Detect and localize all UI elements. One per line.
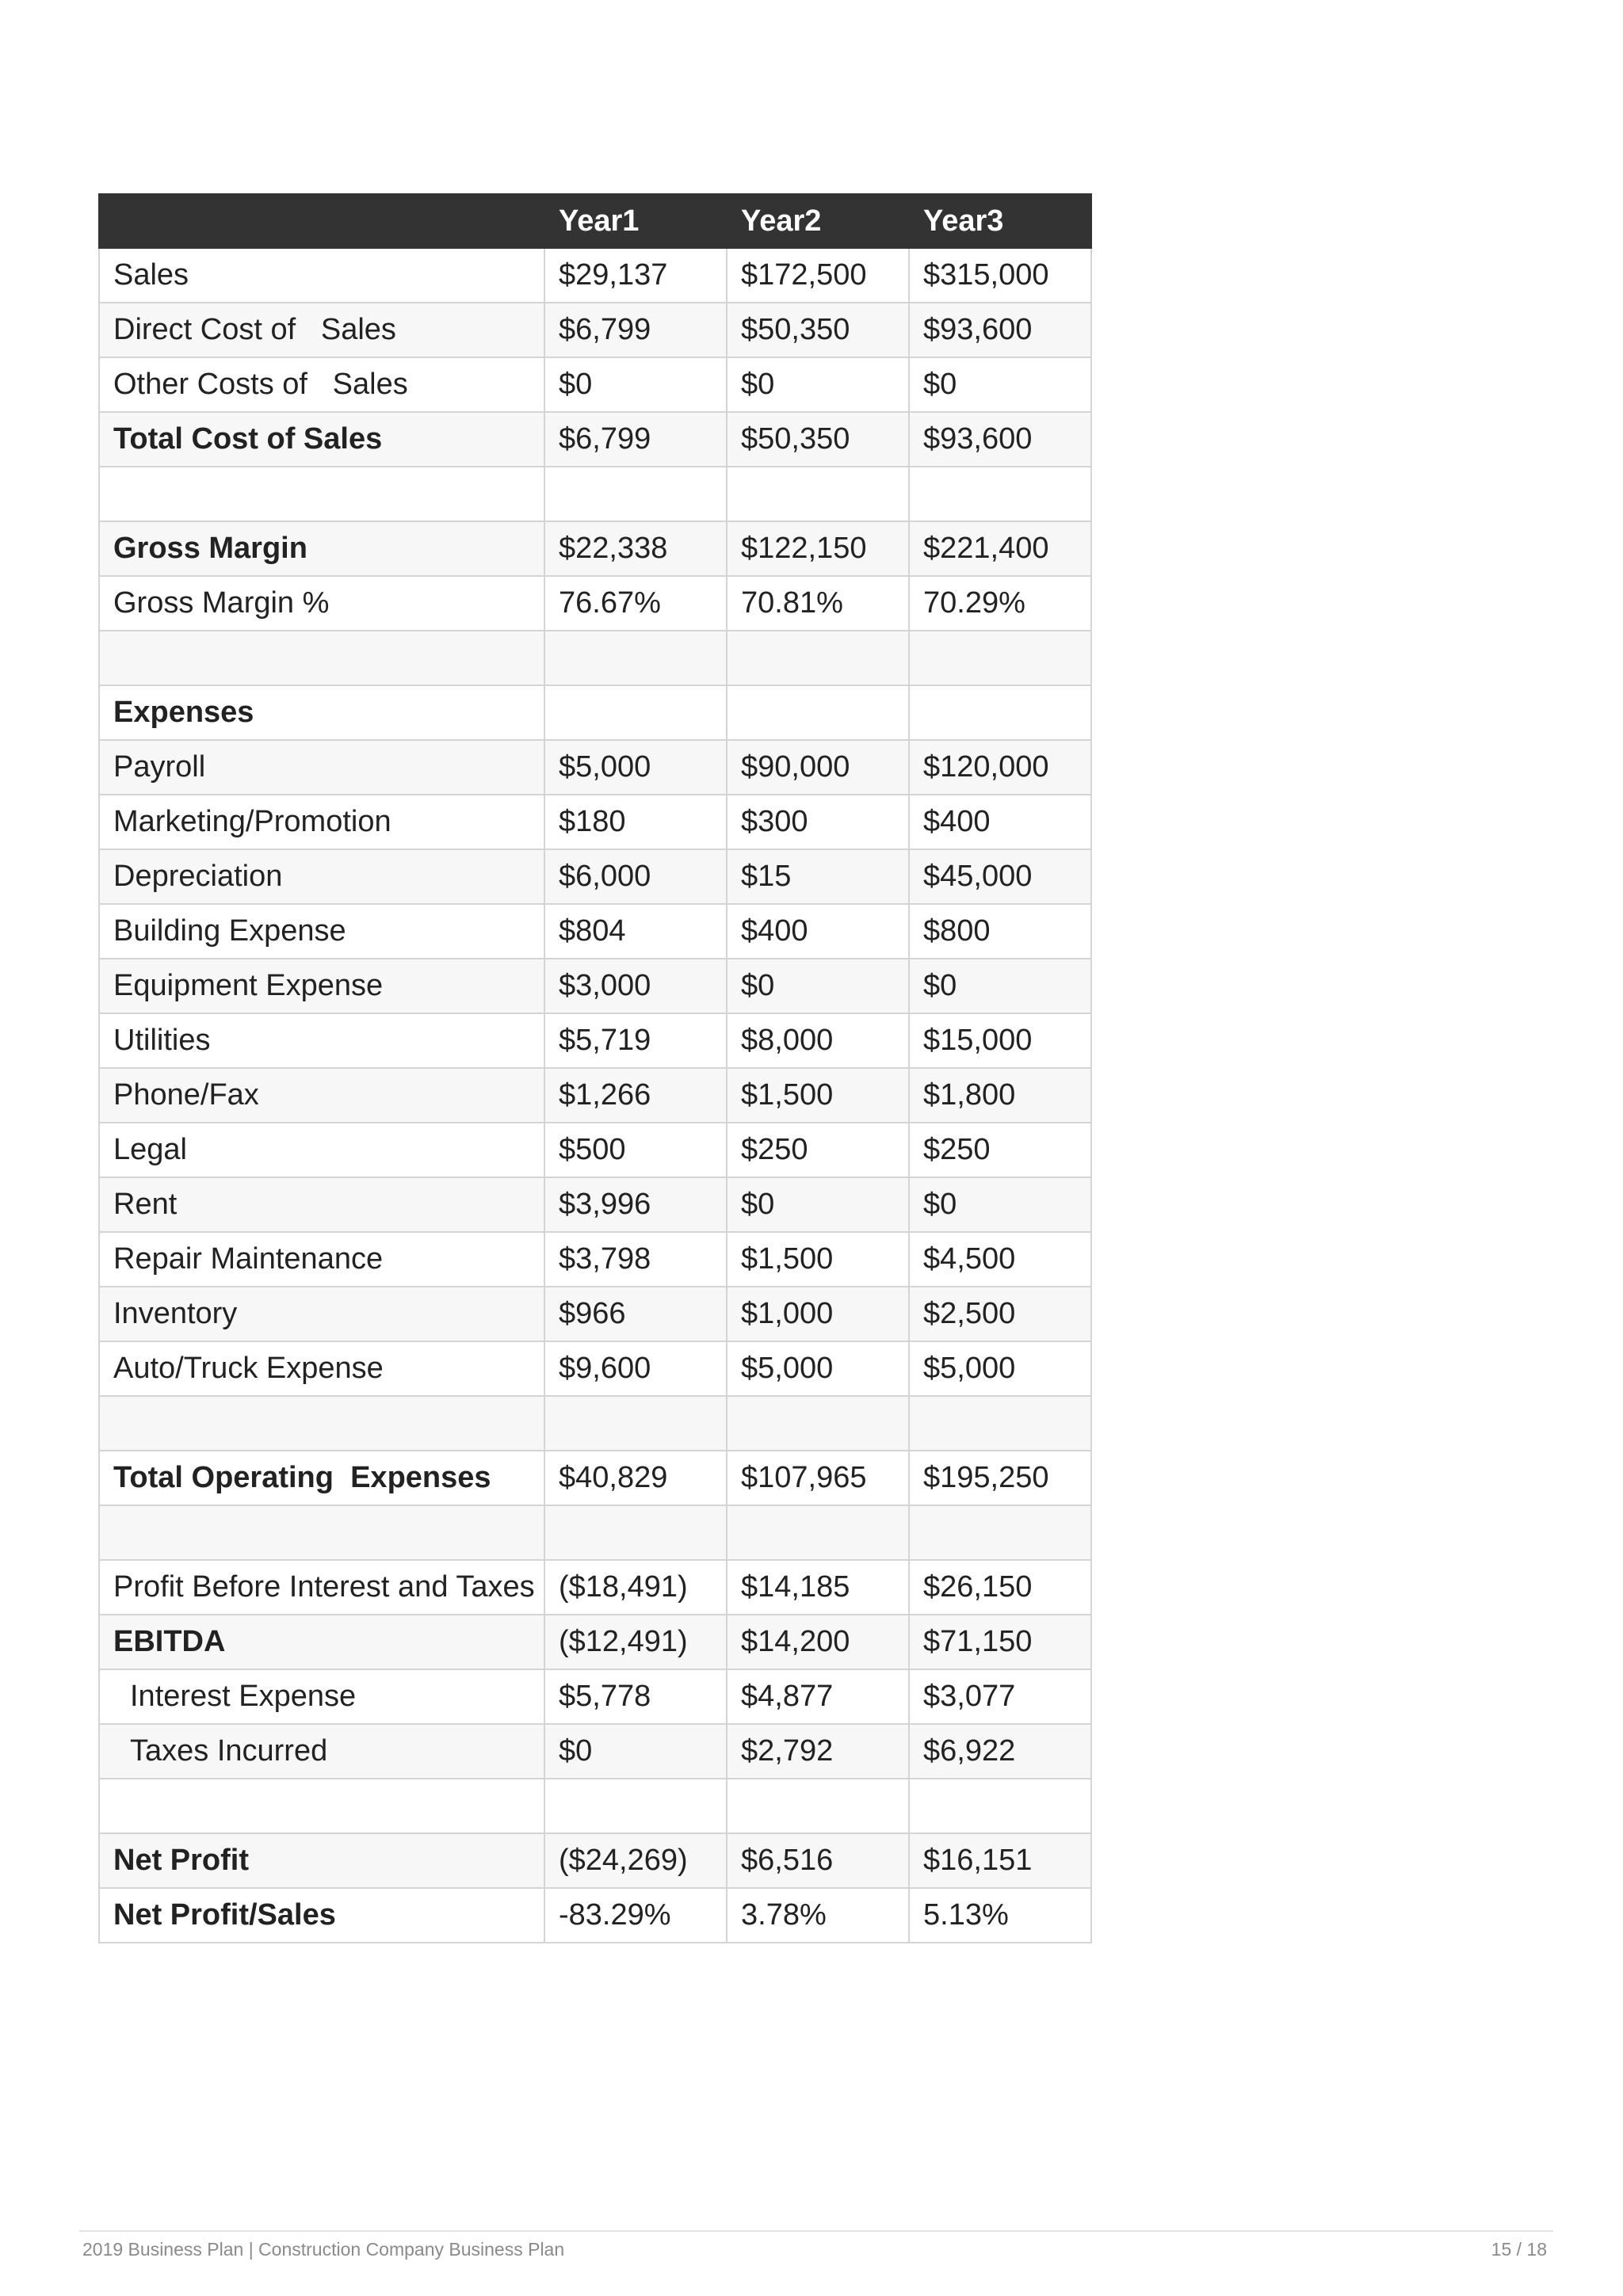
cell-year2: 3.78% [727,1888,909,1943]
cell-year3: 5.13% [909,1888,1091,1943]
cell-year3: $15,000 [909,1013,1091,1068]
row-label: Net Profit [99,1833,544,1888]
cell-year1: $0 [544,1724,727,1779]
row-label: Repair Maintenance [99,1232,544,1287]
row-label: Total Operating Expenses [99,1451,544,1505]
cell-year2: $0 [727,1177,909,1232]
column-header-year2: Year2 [727,194,909,248]
row-label: Phone/Fax [99,1068,544,1123]
cell-year2: 70.81% [727,576,909,631]
cell-year3: $315,000 [909,248,1091,303]
row-label: Gross Margin [99,521,544,576]
cell-year1: $5,719 [544,1013,727,1068]
cell-year2: $172,500 [727,248,909,303]
table-header-row [99,194,1091,248]
row-label [99,467,544,521]
row-label: Total Cost of Sales [99,412,544,467]
cell-year1: $6,000 [544,849,727,904]
cell-year2: $1,500 [727,1232,909,1287]
table-row [99,1287,1091,1341]
row-label: Taxes Incurred [99,1724,544,1779]
cell-year1: $3,798 [544,1232,727,1287]
cell-year2: $6,516 [727,1833,909,1888]
cell-year1: $22,338 [544,521,727,576]
cell-year2: $1,000 [727,1287,909,1341]
cell-year1: ($12,491) [544,1615,727,1669]
footer-divider [79,2230,1553,2232]
table-row [99,303,1091,357]
row-label: Net Profit/Sales [99,1888,544,1943]
table-row [99,904,1091,959]
cell-year1 [544,1779,727,1833]
table-row [99,1888,1091,1943]
cell-year1 [544,631,727,685]
cell-year1: $5,778 [544,1669,727,1724]
cell-year3: $3,077 [909,1669,1091,1724]
cell-year1: $1,266 [544,1068,727,1123]
column-header-label [99,194,544,248]
row-label: Building Expense [99,904,544,959]
row-label: Legal [99,1123,544,1177]
table-row [99,1833,1091,1888]
cell-year3: $6,922 [909,1724,1091,1779]
cell-year3: $0 [909,1177,1091,1232]
row-label: Direct Cost of Sales [99,303,544,357]
row-label: Gross Margin % [99,576,544,631]
cell-year2: $50,350 [727,412,909,467]
cell-year1: $3,996 [544,1177,727,1232]
cell-year1: $40,829 [544,1451,727,1505]
cell-year1: $29,137 [544,248,727,303]
cell-year3: $26,150 [909,1560,1091,1615]
cell-year2: $122,150 [727,521,909,576]
table-row [99,1560,1091,1615]
cell-year2: $300 [727,795,909,849]
cell-year2: $50,350 [727,303,909,357]
row-label [99,1779,544,1833]
cell-year3: $2,500 [909,1287,1091,1341]
table-row [99,740,1091,795]
cell-year3 [909,467,1091,521]
cell-year3 [909,1396,1091,1451]
cell-year2: $90,000 [727,740,909,795]
table-row [99,1068,1091,1123]
cell-year2 [727,685,909,740]
cell-year1: $0 [544,357,727,412]
cell-year2: $1,500 [727,1068,909,1123]
row-label: Expenses [99,685,544,740]
cell-year1 [544,1396,727,1451]
table-row [99,357,1091,412]
cell-year3: $45,000 [909,849,1091,904]
table-row [99,1451,1091,1505]
cell-year3 [909,685,1091,740]
cell-year3 [909,1779,1091,1833]
spacer-row [99,467,1091,521]
cell-year1: $180 [544,795,727,849]
row-label: Utilities [99,1013,544,1068]
spacer-row [99,1505,1091,1560]
spacer-row [99,631,1091,685]
cell-year2: $250 [727,1123,909,1177]
table-row [99,248,1091,303]
table-row [99,1013,1091,1068]
table-row [99,1123,1091,1177]
cell-year3: $221,400 [909,521,1091,576]
cell-year2 [727,467,909,521]
cell-year1 [544,1505,727,1560]
cell-year2: $400 [727,904,909,959]
cell-year3: $120,000 [909,740,1091,795]
cell-year2: $0 [727,959,909,1013]
cell-year3: $4,500 [909,1232,1091,1287]
table-row [99,576,1091,631]
cell-year2: $8,000 [727,1013,909,1068]
footer-document-title: 2019 Business Plan | Construction Company Business Plan [82,2239,565,2260]
cell-year3: $0 [909,357,1091,412]
table-row [99,1232,1091,1287]
row-label: Rent [99,1177,544,1232]
cell-year3: $5,000 [909,1341,1091,1396]
row-label: Inventory [99,1287,544,1341]
table-row [99,795,1091,849]
table-row [99,959,1091,1013]
column-header-year3: Year3 [909,194,1091,248]
cell-year2: $0 [727,357,909,412]
cell-year3: $93,600 [909,303,1091,357]
spacer-row [99,1396,1091,1451]
row-label: EBITDA [99,1615,544,1669]
cell-year1: $5,000 [544,740,727,795]
column-header-year1: Year1 [544,194,727,248]
table-row [99,1724,1091,1779]
table-row [99,1341,1091,1396]
cell-year2: $5,000 [727,1341,909,1396]
row-label: Other Costs of Sales [99,357,544,412]
cell-year1: $6,799 [544,412,727,467]
row-label: Marketing/Promotion [99,795,544,849]
cell-year1: $6,799 [544,303,727,357]
row-label: Auto/Truck Expense [99,1341,544,1396]
cell-year1: 76.67% [544,576,727,631]
profit-loss-table [98,193,1092,1943]
row-label: Equipment Expense [99,959,544,1013]
cell-year1: ($18,491) [544,1560,727,1615]
cell-year3: $400 [909,795,1091,849]
cell-year2: $2,792 [727,1724,909,1779]
cell-year3: $195,250 [909,1451,1091,1505]
table-body [99,248,1091,1943]
cell-year2: $4,877 [727,1669,909,1724]
cell-year3 [909,1505,1091,1560]
cell-year2: $15 [727,849,909,904]
cell-year3: $0 [909,959,1091,1013]
cell-year3 [909,631,1091,685]
cell-year1: $9,600 [544,1341,727,1396]
cell-year2 [727,1779,909,1833]
cell-year2: $14,200 [727,1615,909,1669]
cell-year1 [544,467,727,521]
cell-year2 [727,1396,909,1451]
table-row [99,1177,1091,1232]
cell-year3: $1,800 [909,1068,1091,1123]
row-label [99,1505,544,1560]
table-row [99,849,1091,904]
table-row [99,1669,1091,1724]
row-label [99,1396,544,1451]
cell-year2 [727,1505,909,1560]
cell-year1: $966 [544,1287,727,1341]
row-label [99,631,544,685]
table-row [99,521,1091,576]
cell-year3: $16,151 [909,1833,1091,1888]
cell-year3: 70.29% [909,576,1091,631]
cell-year3: $250 [909,1123,1091,1177]
row-label: Sales [99,248,544,303]
table-row [99,1615,1091,1669]
spacer-row [99,1779,1091,1833]
row-label: Depreciation [99,849,544,904]
cell-year1: -83.29% [544,1888,727,1943]
cell-year2: $107,965 [727,1451,909,1505]
footer-page-indicator: 15 / 18 [1491,2239,1547,2260]
table-row [99,412,1091,467]
cell-year2: $14,185 [727,1560,909,1615]
row-label: Profit Before Interest and Taxes [99,1560,544,1615]
table-row [99,685,1091,740]
cell-year2 [727,631,909,685]
row-label: Payroll [99,740,544,795]
cell-year1: ($24,269) [544,1833,727,1888]
row-label: Interest Expense [99,1669,544,1724]
cell-year1: $804 [544,904,727,959]
cell-year1: $3,000 [544,959,727,1013]
cell-year3: $93,600 [909,412,1091,467]
cell-year3: $800 [909,904,1091,959]
cell-year3: $71,150 [909,1615,1091,1669]
cell-year1 [544,685,727,740]
cell-year1: $500 [544,1123,727,1177]
